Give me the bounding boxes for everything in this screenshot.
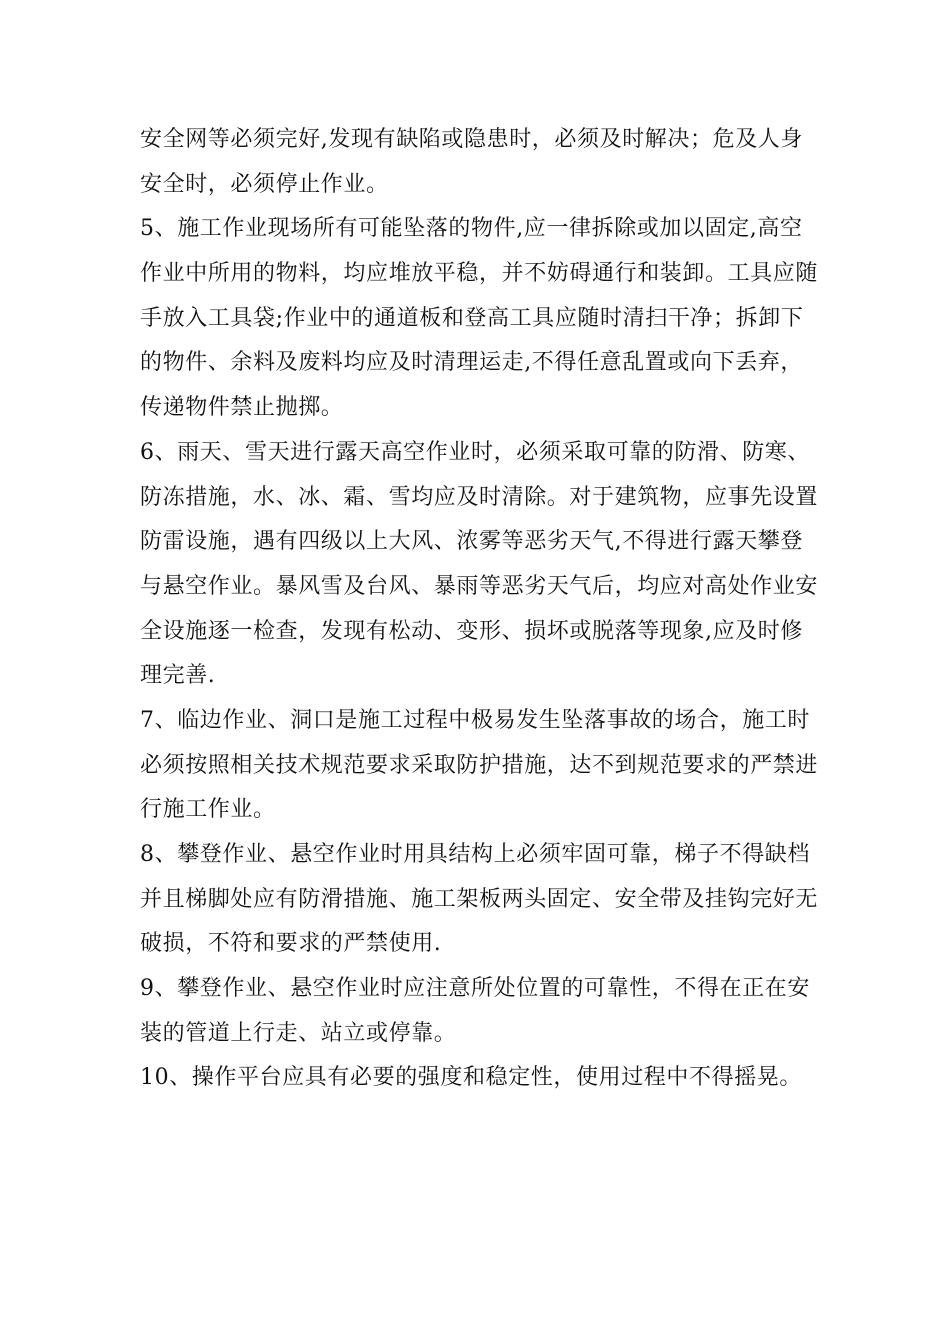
text-line: 9、攀登作业、悬空作业时应注意所处位置的可靠性，不得在正在安 bbox=[140, 976, 810, 1002]
text-line: 必须按照相关技术规范要求采取防护措施，达不到规范要求的严禁进 bbox=[140, 752, 819, 778]
text-line: 装的管道上行走、站立或停靠。 bbox=[140, 1020, 457, 1046]
text-line: 传递物件禁止抛掷。 bbox=[140, 395, 344, 421]
text-line: 安全网等必须完好,发现有缺陷或隐患时，必须及时解决；危及人身 bbox=[140, 127, 803, 152]
text-line: 5、施工作业现场所有可能坠落的物件,应一律拆除或加以固定,高空 bbox=[140, 216, 803, 242]
text-line: 手放入工具袋;作业中的通道板和登高工具应随时清扫干净；拆卸下 bbox=[140, 305, 804, 331]
text-line: 6、雨天、雪天进行露天高空作业时，必须采取可靠的防滑、防寒、 bbox=[140, 439, 810, 465]
text-line: 防冻措施，水、冰、霜、雪均应及时清除。对于建筑物，应事先设置 bbox=[140, 484, 819, 510]
text-line: 作业中所用的物料，均应堆放平稳，并不妨碍通行和装卸。工具应随 bbox=[140, 261, 819, 287]
text-line: 理完善. bbox=[140, 663, 216, 689]
document-body bbox=[140, 118, 820, 1101]
text-line: 8、攀登作业、悬空作业时用具结构上必须牢固可靠，梯子不得缺档 bbox=[140, 842, 810, 867]
text-line: 与悬空作业。暴风雪及台风、暴雨等恶劣天气后，均应对高处作业安 bbox=[140, 573, 819, 599]
text-line: 的物件、余料及废料均应及时清理运走,不得任意乱置或向下丢弃， bbox=[140, 350, 803, 376]
text-line: 安全时，必须停止作业。 bbox=[140, 171, 389, 197]
text-line: 10、操作平台应具有必要的强度和稳定性，使用过程中不得摇晃。 bbox=[140, 1065, 802, 1091]
text-line: 全设施逐一检查，发现有松动、变形、损坏或脱落等现象,应及时修 bbox=[140, 618, 803, 644]
text-line: 7、临边作业、洞口是施工过程中极易发生坠落事故的场合，施工时 bbox=[140, 707, 810, 733]
text-line: 防雷设施，遇有四级以上大风、浓雾等恶劣天气,不得进行露天攀登 bbox=[140, 529, 803, 555]
text-line: 行施工作业。 bbox=[140, 797, 276, 823]
text-line: 并且梯脚处应有防滑措施、施工架板两头固定、安全带及挂钩完好无 bbox=[140, 886, 819, 912]
text-line: 破损，不符和要求的严禁使用. bbox=[140, 931, 442, 957]
